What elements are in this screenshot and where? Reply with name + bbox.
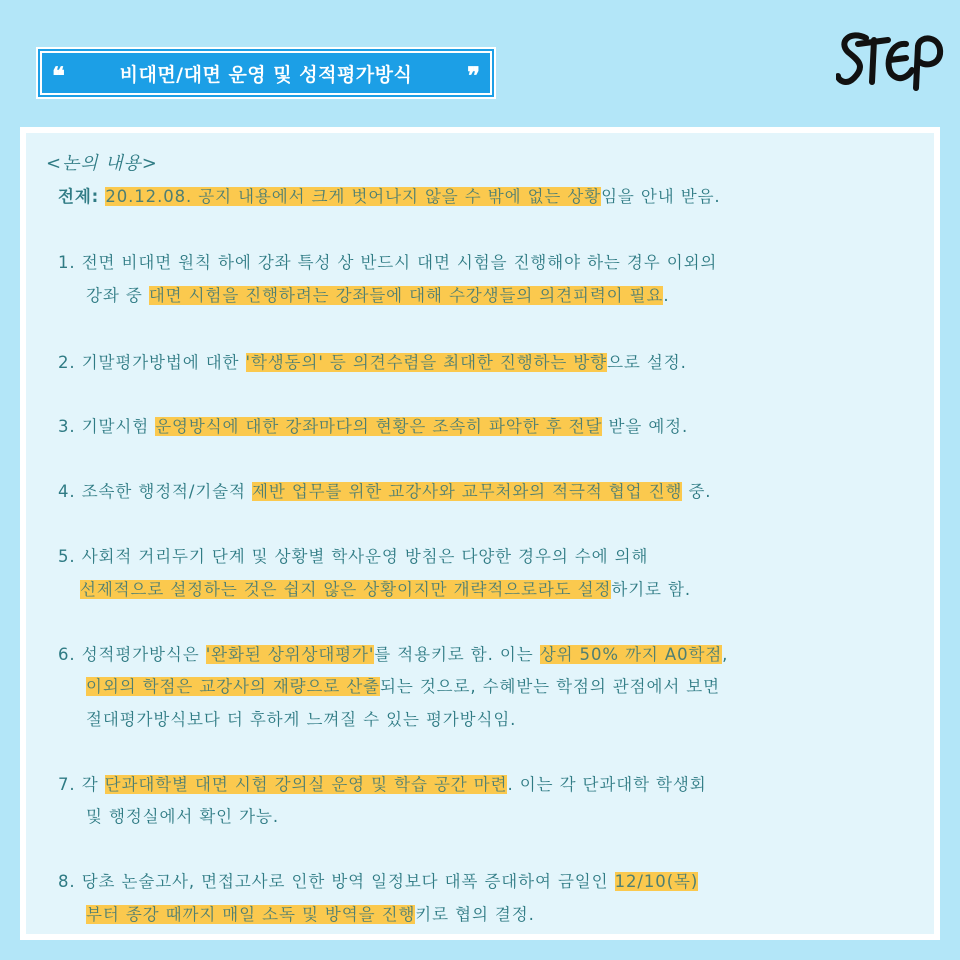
item-7-line-1: [58, 771, 707, 795]
item-6-line-1: [58, 641, 728, 665]
item-2-highlight: '학생동의' 등 의견수렴을 최대한 진행하는 방향: [245, 353, 608, 372]
item-6-highlight-1: '완화된 상위상대평가': [205, 645, 375, 664]
item-6-comma: ,: [722, 645, 729, 664]
item-3-pre: 3. 기말시험: [58, 417, 156, 436]
item-8-line-1: [58, 868, 698, 892]
item-2: [58, 349, 687, 373]
item-1-line-1: 1. 전면 비대면 원칙 하에 강좌 특성 상 반드시 대면 시험을 진행해야 하는 경우 이외의: [58, 253, 718, 272]
title-badge: [36, 47, 496, 99]
premise-tail: 임을 안내 받음.: [601, 187, 721, 206]
premise-line: [58, 183, 721, 207]
item-4-highlight: 제반 업무를 위한 교강사와 교무처와의 적극적 협업 진행: [252, 482, 683, 501]
item-6-highlight-3: 이외의 학점은 교강사의 재량으로 산출: [86, 677, 381, 696]
item-1-highlight: 대면 시험을 진행하려는 강좌들에 대해 수강생들의 의견피력이 필요: [148, 286, 664, 305]
item-8-pre: 8. 당초 논술고사, 면접고사로 인한 방역 일정보다 대폭 증대하여 금일인: [58, 872, 615, 891]
item-8-highlight-2: 부터 종강 때까지 매일 소독 및 방역을 진행: [86, 905, 416, 924]
item-7-line-2: 및 행정실에서 확인 가능.: [86, 807, 279, 826]
item-5-line-1: 5. 사회적 거리두기 단계 및 상황별 학사운영 방침은 다양한 경우의 수에 의해: [58, 547, 649, 566]
item-4: [58, 478, 711, 502]
content-panel-inner: [26, 133, 934, 934]
item-6-line-3: 절대평가방식보다 더 후하게 느껴질 수 있는 평가방식임.: [86, 710, 517, 729]
step-logo: [836, 26, 944, 96]
premise-label: 전제:: [58, 187, 100, 206]
open-quote-icon: ❝: [52, 61, 65, 90]
item-3-tail: 받을 예정.: [602, 417, 689, 436]
item-5-line-2: [80, 576, 691, 600]
close-quote-icon: ❞: [467, 61, 480, 90]
item-5-tail: 하기로 함.: [611, 580, 692, 599]
item-5-highlight: 선제적으로 설정하는 것은 쉽지 않은 상황이지만 개략적으로라도 설정: [80, 580, 612, 599]
item-8-highlight-1: 12/10(목): [614, 872, 699, 891]
item-3-highlight: 운영방식에 대한 강좌마다의 현황은 조속히 파악한 후 전달: [155, 417, 603, 436]
page-title: 비대면/대면 운영 및 성적평가방식: [119, 63, 413, 86]
item-6-highlight-2: 상위 50% 까지 A0학점: [539, 645, 723, 664]
item-7-tail: . 이는 각 단과대학 학생회: [507, 775, 707, 794]
item-4-pre: 4. 조속한 행정적/기술적: [58, 482, 252, 501]
item-6-line-2-tail: 되는 것으로, 수혜받는 학점의 관점에서 보면: [380, 677, 720, 696]
item-8-line-2: [86, 901, 535, 925]
item-8-tail: 키로 협의 결정.: [415, 905, 535, 924]
item-1-line-2: [86, 282, 669, 306]
item-6-mid: 를 적용키로 함. 이는: [374, 645, 540, 664]
item-6-line-2: [86, 673, 720, 697]
item-4-tail: 중.: [682, 482, 712, 501]
item-7-pre: 7. 각: [58, 775, 105, 794]
item-2-tail: 으로 설정.: [607, 353, 687, 372]
item-3: [58, 413, 688, 437]
title-inner: [40, 51, 492, 95]
item-2-pre: 2. 기말평가방법에 대한: [58, 353, 246, 372]
premise-highlight: 20.12.08. 공지 내용에서 크게 벗어나지 않을 수 밖에 없는 상황: [105, 187, 602, 206]
item-6-pre: 6. 성적평가방식은: [58, 645, 206, 664]
section-heading: <논의 내용>: [46, 153, 158, 174]
content-panel: [20, 127, 940, 940]
item-1-pre: 강좌 중: [86, 286, 149, 305]
item-7-highlight: 단과대학별 대면 시험 강의실 운영 및 학습 공간 마련: [104, 775, 508, 794]
item-1-tail: .: [663, 286, 670, 305]
